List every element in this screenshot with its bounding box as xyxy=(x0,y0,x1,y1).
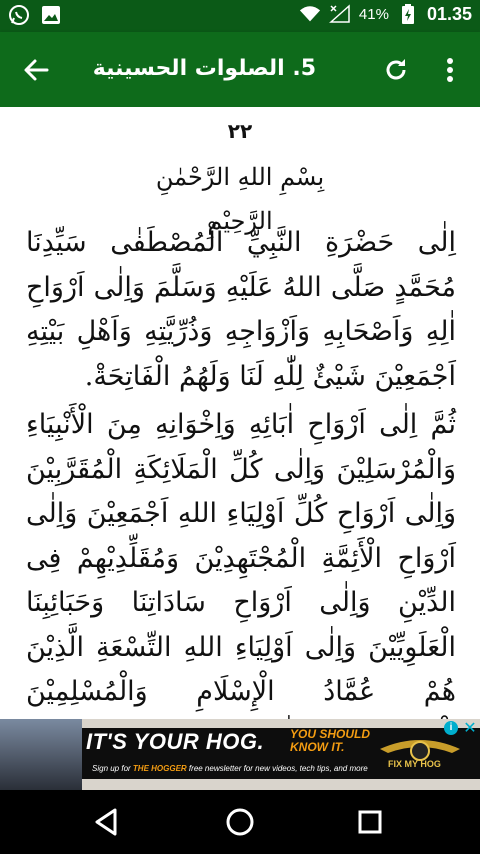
image-icon xyxy=(40,4,62,26)
wifi-icon xyxy=(299,3,321,25)
system-nav-bar xyxy=(0,790,480,854)
app-bar xyxy=(0,32,480,107)
home-nav-icon[interactable] xyxy=(222,804,258,840)
reading-content[interactable] xyxy=(0,107,480,719)
refresh-icon[interactable] xyxy=(380,54,412,86)
page-title: 5. الصلوات الحسينية xyxy=(92,56,316,81)
arrow-back-icon[interactable] xyxy=(20,54,52,86)
ad-tagline: YOU SHOULD KNOW IT. xyxy=(290,727,371,754)
battery-icon xyxy=(397,3,419,25)
motorcycle-logo-icon xyxy=(370,733,470,777)
adchoices-icon[interactable]: i xyxy=(444,721,458,735)
back-nav-icon[interactable] xyxy=(88,804,124,840)
status-bar xyxy=(0,0,480,32)
ad-subtext: Sign up for THE HOGGER free newsletter for new videos, tech tips, and more xyxy=(92,764,368,773)
clock: 01.35 xyxy=(426,3,472,24)
whatsapp-icon xyxy=(8,4,30,26)
signal-icon xyxy=(329,3,351,25)
prayer-paragraph-1: اِلٰى حَضْرَةِ النَّبِيِّ الْمُصْطَفٰى سَيِّدِنَا مُحَمَّدٍ صَلَّى اللهُ عَلَيْهِ وَسَلَّمَ وَاِلٰى اَرْوَاحِ اٰلِهِ وَاَصْحَابِهِ وَاَزْوَاجِهِ وَذُرِّيَّتِهِ وَاَهْلِ بَيْتِهِ اَجْمَعِيْنَ شَيْئٌ لِلّٰهِ لَنَا وَلَهُمُ الْفَاتِحَةْ. xyxy=(26,227,456,392)
ad-banner[interactable] xyxy=(0,719,480,790)
ad-close-icon[interactable]: ✕ xyxy=(463,719,477,737)
basmala-calligraphy: بِسْمِ اللهِ الرَّحْمٰنِ الرَّحِيْمِ xyxy=(155,163,325,235)
more-vert-icon[interactable] xyxy=(436,54,464,86)
ad-photo xyxy=(0,719,82,790)
battery-percent: 41% xyxy=(358,5,389,23)
ad-headline: IT'S YOUR HOG. xyxy=(86,729,265,754)
prayer-paragraph-2: ثُمَّ اِلٰى اَرْوَاحِ اٰبَائِهِ وَاِخْوَانِهِ مِنَ الْأَنْبِيَاءِ وَالْمُرْسَلِيْنَ وَاِلٰى كُلِّ الْمَلَائِكَةِ الْمُقَرَّبِيْنَ وَاِلٰى اَرْوَاحِ كُلِّ اَوْلِيَاءِ اللهِ اَجْمَعِيْنَ وَاِلٰى اَرْوَاحِ الْأَئِمَّةِ الْمُجْتَهِدِيْنَ وَمُقَلِّدِيْهِمْ فِى الدِّيْنِ وَاِلٰى اَرْوَاحِ سَادَاتِنَا وَحَبَائِبِنَا الْعَلَوِيِّيْنَ وَاِلٰى اَوْلِيَاءِ اللهِ التِّسْعَةِ الَّذِيْنَ هُمْ عُمَّادُ الْإِسْلَامِ وَالْمُسْلِمِيْنَ xyxy=(26,409,456,707)
ad-logo-text: FIX MY HOG xyxy=(388,759,441,769)
recents-nav-icon[interactable] xyxy=(352,804,388,840)
page-number: ٢٢ xyxy=(227,119,253,143)
